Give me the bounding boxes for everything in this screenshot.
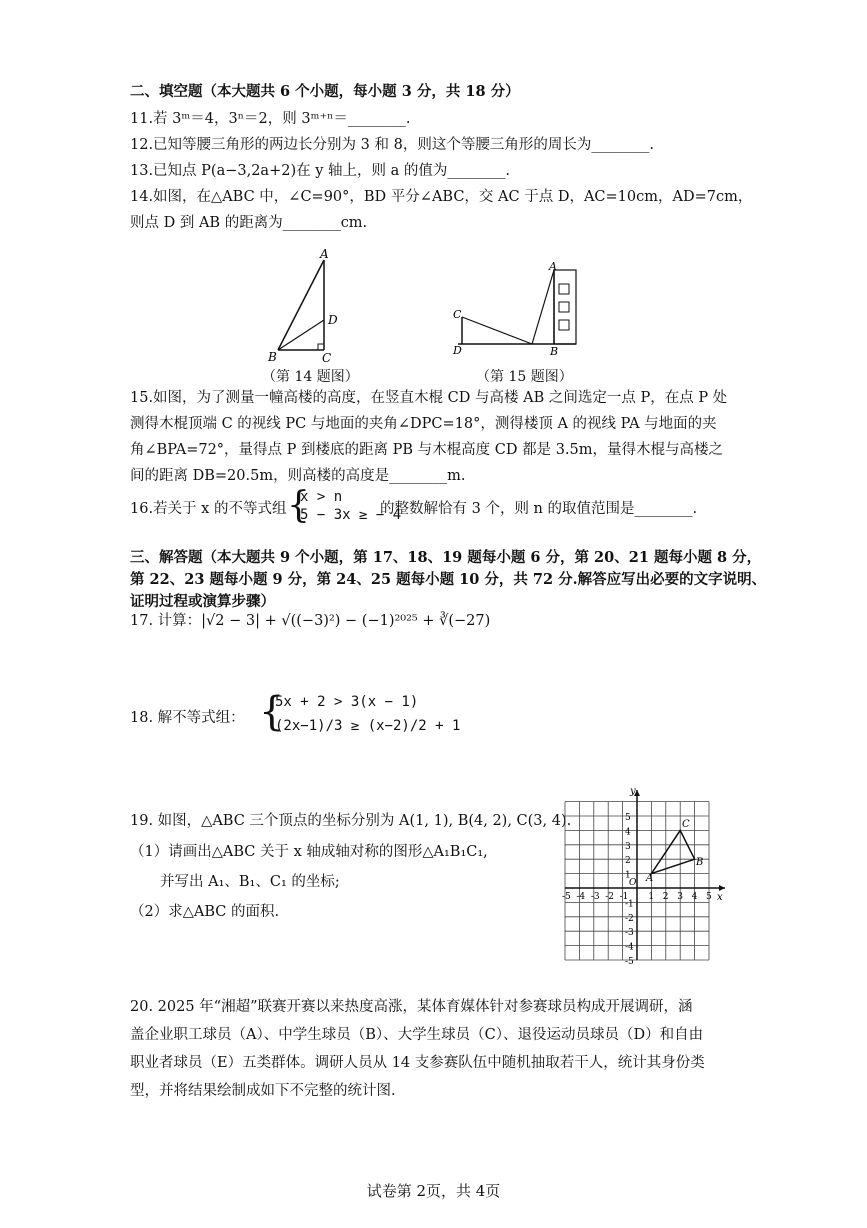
question-20-line-3: 职业者球员（E）五类群体。调研人员从 14 支参赛队伍中随机抽取若干人，统计其身份类 [130,1055,705,1071]
question-20-line-4: 型，并将结果绘制成如下不完整的统计图. [130,1083,396,1099]
brace: { [259,689,285,735]
section-3-heading-line-2: 第 22、23 题每小题 9 分，第 24、25 题每小题 10 分，共 72 分.解答应写出必要的文字说明、 [130,571,767,588]
question-19-line-3: 并写出 A₁、B₁、C₁ 的坐标; [160,874,340,890]
label-a: A [320,247,329,261]
point-a-label: A [646,873,654,884]
figure-14-caption: （第 14 题图） [262,369,359,385]
point-c-label: C [682,819,690,830]
question-19-line-4: （2）求△ABC 的面积. [130,904,280,920]
y-tick-label: -1 [625,899,634,910]
label-c: C [453,308,462,321]
y-tick-label: -3 [625,928,634,939]
x-tick-label: 4 [691,892,698,902]
question-15-line-3: 角∠BPA=72°，量得点 P 到楼底的距离 PB 与木棍高度 CD 都是 3.5m，量得木棍与高楼之 [130,442,724,458]
sight-line-pa [532,270,554,344]
figure-14-triangle [262,245,352,365]
x-tick-label: 5 [706,892,712,902]
y-tick-label: 3 [625,841,631,852]
side-ab [278,260,324,350]
question-15-line-4: 间的距离 DB=20.5m，则高楼的高度是________m. [130,468,466,484]
origin-label: O [629,878,637,888]
y-tick-label: 2 [625,856,631,867]
section-3-heading-line-1: 三、解答题（本大题共 9 个小题，第 17、18、19 题每小题 6 分，第 20、21 题每小题 8 分， [130,549,762,566]
window-1 [559,284,569,294]
x-tick-label: -3 [590,892,600,902]
question-18-inequality-1: 5x + 2 > 3(x − 1) [275,694,419,710]
section-3-heading-line-3: 证明过程或演算步骤） [130,593,275,610]
question-14-line-1: 14.如图，在△ABC 中，∠C=90°，BD 平分∠ABC，交 AC 于点 D，AC=10cm，AD=7cm， [130,189,753,205]
label-d: D [328,313,338,327]
question-18-inequality-2: (2x−1)/3 ≥ (x−2)/2 + 1 [275,718,461,734]
building-body [554,270,576,344]
question-18-prefix: 18. 解不等式组： [130,710,245,726]
figure-15-building [450,262,580,362]
label-c: C [322,351,332,365]
x-tick-label: 2 [662,892,669,902]
page-footer: 试卷第 2页，共 4页 [366,1182,501,1200]
question-12: 12.已知等腰三角形的两边长分别为 3 和 8，则这个等腰三角形的周长为________. [130,137,654,153]
question-16-prefix: 16.若关于 x 的不等式组 [130,501,287,517]
question-16-inequality-2: 5 − 3x ≥ − 4 [300,507,402,523]
label-d: D [453,344,462,357]
y-tick-labels [625,813,634,965]
question-20-line-1: 20. 2025 年“湘超”联赛开赛以来热度高涨，某体育媒体针对参赛球员构成开展调研，涵 [130,999,693,1015]
y-tick-label: 1 [625,870,631,881]
label-a: A [549,262,557,273]
question-16-suffix: 的整数解恰有 3 个，则 n 的取值范围是________. [380,501,698,517]
question-15-line-2: 测得木棍顶端 C 的视线 PC 与地面的夹角∠DPC=18°，测得楼顶 A 的视线 PA 与地面的夹 [130,416,717,432]
question-14-line-2: 则点 D 到 AB 的距离为________cm. [130,215,368,231]
question-20-line-2: 盖企业职工球员（A）、中学生球员（B）、大学生球员（C）、退役运动员球员（D）和自由 [130,1027,704,1043]
point-b-label: B [696,857,704,868]
x-tick-label: 1 [648,892,655,902]
x-axis-arrow [719,885,725,891]
brace: { [287,485,310,526]
x-tick-label: -5 [562,892,571,902]
label-b: B [550,345,559,358]
question-19-line-2: （1）请画出△ABC 关于 x 轴成轴对称的图形△A₁B₁C₁, [130,844,488,860]
question-15-line-1: 15.如图，为了测量一幢高楼的高度，在竖直木棍 CD 与高楼 AB 之间选定一点 P，在点 P 处 [130,390,728,406]
triangle-abc [651,830,694,873]
y-tick-label: 5 [625,813,631,823]
y-tick-label: 4 [625,827,631,838]
coordinate-grid [560,785,730,965]
y-tick-label: -5 [625,957,634,965]
question-16-inequality-1: x > n [300,489,343,505]
question-11: 11.若 3ᵐ＝4，3ⁿ＝2，则 3ᵐ⁺ⁿ＝________. [130,111,411,127]
sight-line-pc [462,317,532,344]
y-tick-label: -2 [625,913,634,924]
window-3 [559,320,569,330]
x-tick-label: 3 [677,892,683,902]
question-17: 17. 计算：|√2 − 3| + √((−3)²) − (−1)²⁰²⁵ + ∛(−27) [130,613,491,629]
right-angle-mark [318,344,324,350]
x-tick-label: -2 [605,892,614,902]
y-axis-label: y [630,786,636,797]
x-tick-label: -4 [576,892,586,902]
y-tick-label: -4 [625,942,634,953]
x-axis-label: x [717,892,723,903]
label-b: B [268,350,277,364]
figure-15-caption: （第 15 题图） [476,369,573,385]
question-13: 13.已知点 P(a−3,2a+2)在 y 轴上，则 a 的值为________. [130,163,510,179]
window-2 [559,302,569,312]
x-tick-label: -1 [619,892,629,902]
section-2-heading: 二、填空题（本大题共 6 个小题，每小题 3 分，共 18 分） [130,83,520,100]
question-19-line-1: 19. 如图，△ABC 三个顶点的坐标分别为 A(1, 1), B(4, 2), C(3, 4). [130,813,572,829]
